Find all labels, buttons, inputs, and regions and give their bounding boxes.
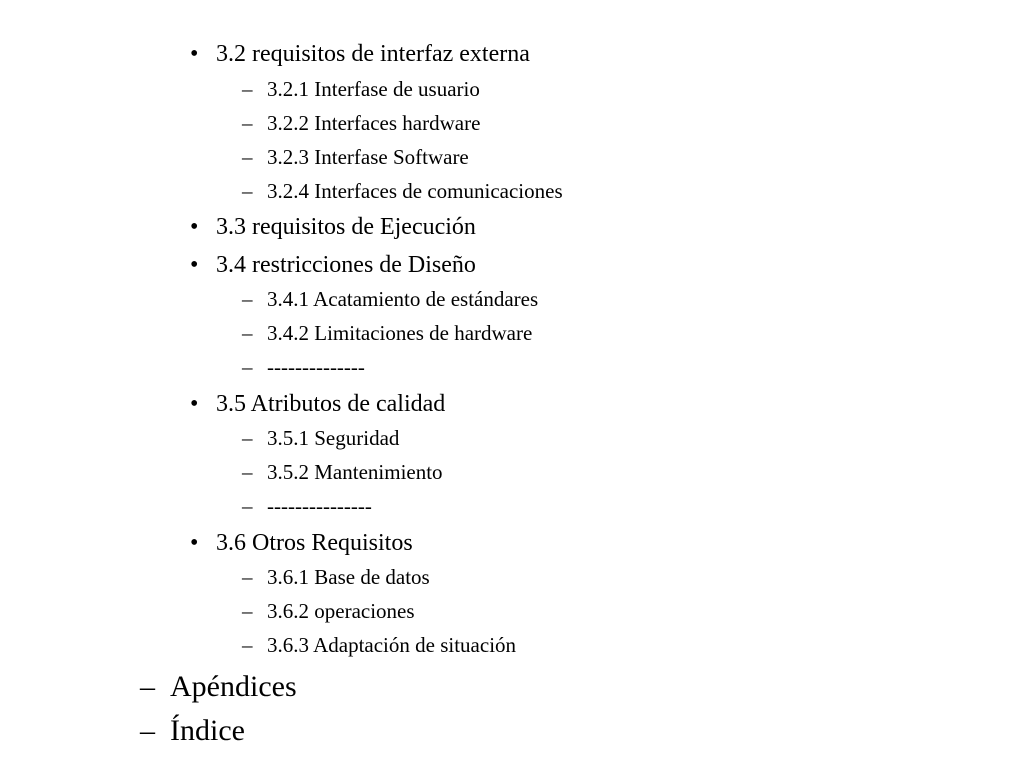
dash-icon: – [242,494,253,518]
outline-subitem-text: 3.2.4 Interfaces de comunicaciones [267,179,563,203]
outline-item-text: Apéndices [170,670,297,703]
outline-item-text: 3.3 requisitos de Ejecución [216,214,476,240]
outline-subitem-text: 3.6.1 Base de datos [267,565,430,589]
dash-icon: – [242,111,253,135]
dash-icon: – [242,145,253,169]
dash-icon: – [242,565,253,589]
outline-item-text: Índice [170,714,245,747]
outline-subitem-text: 3.4.2 Limitaciones de hardware [267,321,533,345]
dash-icon: – [242,633,253,657]
dash-icon: – [242,77,253,101]
outline-item-text: 3.5 Atributos de calidad [216,391,446,417]
outline-item-text: 3.2 requisitos de interfaz externa [216,41,530,67]
bullet-icon: • [190,214,199,240]
outline-subitem-text: 3.6.2 operaciones [267,599,415,623]
outline-subitem-text: 3.5.1 Seguridad [267,426,400,450]
dash-icon: – [140,670,155,703]
dash-icon: – [242,287,253,311]
outline-item-text: 3.6 Otros Requisitos [216,530,413,556]
outline-subitem-text: 3.4.1 Acatamiento de estándares [267,287,539,311]
dash-icon: – [242,599,253,623]
outline-subitem-text: 3.6.3 Adaptación de situación [267,633,517,657]
outline-subitem-text: -------------- [267,355,365,379]
bullet-icon: • [190,41,199,67]
outline-subitem-text: 3.2.1 Interfase de usuario [267,77,480,101]
outline-subitem-text: 3.2.3 Interfase Software [267,145,469,169]
outline-subitem-text: --------------- [267,494,372,518]
outline-item-text: 3.4 restricciones de Diseño [216,252,476,278]
outline-subitem-text: 3.5.2 Mantenimiento [267,460,443,484]
dash-icon: – [242,321,253,345]
dash-icon: – [140,714,155,747]
bullet-icon: • [190,530,199,556]
bullet-icon: • [190,391,199,417]
bullet-icon: • [190,252,199,278]
dash-icon: – [242,460,253,484]
dash-icon: – [242,179,253,203]
dash-icon: – [242,426,253,450]
outline-subitem-text: 3.2.2 Interfaces hardware [267,111,481,135]
dash-icon: – [242,355,253,379]
